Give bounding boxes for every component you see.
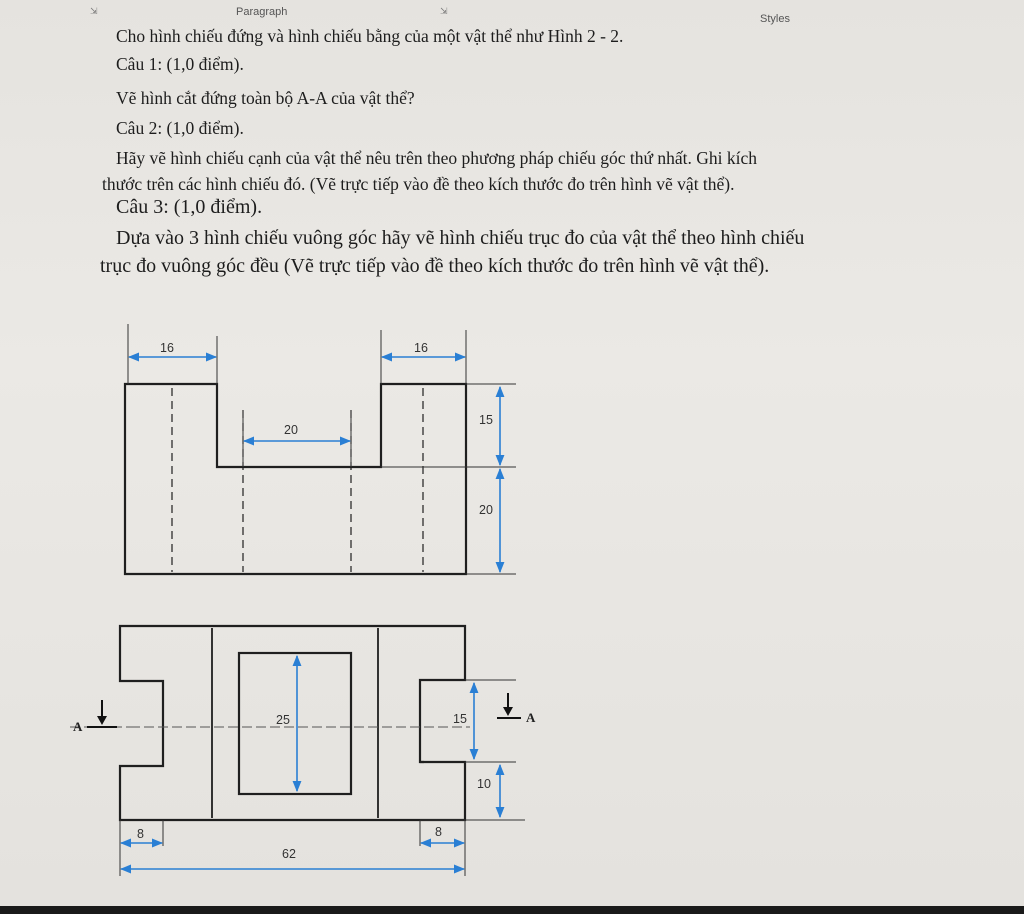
top-view-outline (120, 626, 465, 820)
dim-right-offset: 8 (435, 825, 442, 839)
front-extension-lines (128, 324, 516, 574)
dim-lower-height: 10 (477, 777, 491, 791)
styles-group-label: Styles (760, 13, 790, 25)
section-label-right: A (526, 710, 536, 725)
dim-left-offset: 8 (137, 827, 144, 841)
dim-left-width: 16 (160, 341, 174, 355)
top-view-window (239, 653, 351, 794)
question-1-text: Vẽ hình cắt đứng toàn bộ A-A của vật thể? (116, 88, 415, 108)
intro-text: Cho hình chiếu đứng và hình chiếu bằng của một vật thể như Hình 2 - 2. (116, 26, 624, 46)
dim-right-width: 16 (414, 341, 428, 355)
question-1-header: Câu 1: (1,0 điểm). (116, 54, 244, 74)
dim-total-width: 62 (282, 847, 296, 861)
dim-slot-depth: 15 (479, 413, 493, 427)
section-arrow-right-icon (503, 707, 513, 716)
question-2-text-line-2: thước trên các hình chiếu đó. (Vẽ trực tiếp vào đề theo kích thước đo trên hình vẽ vật thể). (102, 174, 735, 194)
clipboard-launcher-icon[interactable]: ⇲ (90, 6, 98, 16)
question-2-text-line-1: Hãy vẽ hình chiếu cạnh của vật thể nêu trên theo phương pháp chiếu góc thứ nhất. Ghi kích (116, 148, 758, 168)
dim-notch-height: 15 (453, 712, 467, 726)
dim-window-height: 25 (276, 713, 290, 727)
question-3-header: Câu 3: (1,0 điểm). (116, 196, 263, 218)
section-arrow-left-icon (97, 716, 107, 725)
question-2-header: Câu 2: (1,0 điểm). (116, 118, 244, 138)
bottom-edge (0, 906, 1024, 914)
question-3-text-line-1: Dựa vào 3 hình chiếu vuông góc hãy vẽ hình chiếu trục đo của vật thể theo hình chiếu (116, 227, 805, 249)
section-label-left: A (73, 719, 83, 734)
paragraph-launcher-icon[interactable]: ⇲ (440, 6, 448, 16)
front-view-outline (125, 384, 466, 574)
front-view (125, 324, 516, 574)
front-dimension-lines (129, 357, 500, 572)
question-3-text-line-2: trục đo vuông góc đều (Vẽ trực tiếp vào đề theo kích thước đo trên hình vẽ vật thể). (100, 255, 770, 277)
paragraph-group-label: Paragraph (236, 6, 288, 18)
dim-base-height: 20 (479, 503, 493, 517)
dim-slot-width: 20 (284, 423, 298, 437)
front-hidden-lines (172, 388, 423, 572)
